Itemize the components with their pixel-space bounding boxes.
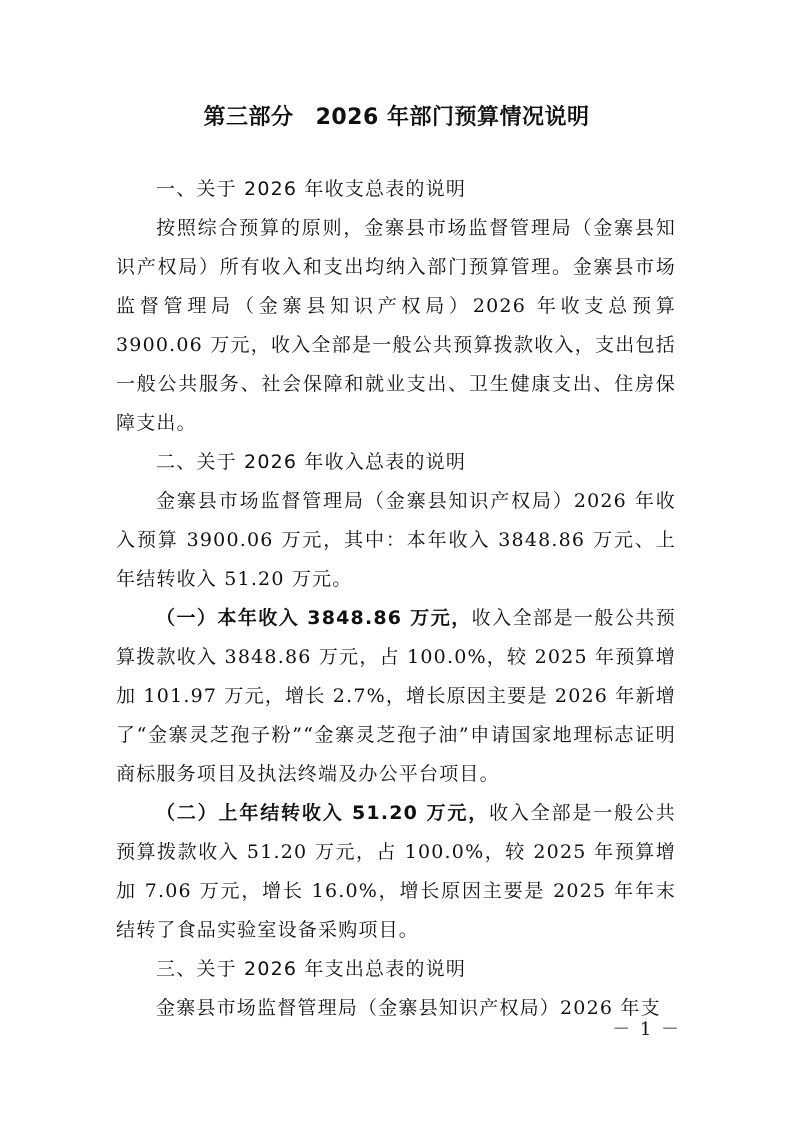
section-2-item-2	[116, 794, 676, 950]
section-1-paragraph: 按照综合预算的原则，金寨县市场监督管理局（金寨县知识产权局）所有收入和支出均纳入部门预算管理。金寨县市场监督管理局（金寨县知识产权局）2026 年收支总预算 3900.06 万元，收入全部是一般公共预算拨款收入，支出包括一般公共服务、社会保障和就业支出、卫生健康支出、住房保障支出。	[116, 217, 676, 434]
title-main: 2026 年部门预算情况说明	[315, 105, 590, 130]
item-1-lead: （一）本年收入 3848.86 万元，	[156, 607, 472, 629]
section-2-heading: 二、关于 2026 年收入总表的说明	[156, 451, 467, 473]
item-2-lead: （二）上年结转收入 51.20 万元，	[156, 802, 490, 824]
item-1-text: 收入全部是一般公共预算拨款收入 3848.86 万元，占 100.0%，较 2025 年预算增加 101.97 万元，增长 2.7%，增长原因主要是 2026 年新增了“金寨灵芝孢子粉”“金寨灵芝孢子油”申请国家地理标志证明商标服务项目及执法终端及办公平台项目。	[116, 607, 676, 785]
section-1-heading: 一、关于 2026 年收支总表的说明	[156, 178, 467, 200]
section-2-item-1	[116, 599, 676, 794]
document-body	[116, 170, 676, 1028]
section-3-heading: 三、关于 2026 年支出总表的说明	[156, 958, 467, 980]
page-number: － 1 －	[612, 1019, 681, 1040]
title-part: 第三部分	[203, 105, 294, 130]
item-2-text: 收入全部是一般公共预算拨款收入 51.20 万元，占 100.0%，较 2025 年预算增加 7.06 万元，增长 16.0%，增长原因主要是 2025 年年末结转了食品实验室设备采购项目。	[116, 802, 676, 941]
section-3-paragraph: 金寨县市场监督管理局（金寨县知识产权局）2026 年支	[156, 997, 661, 1019]
page-title	[0, 101, 793, 135]
section-2-paragraph: 金寨县市场监督管理局（金寨县知识产权局）2026 年收入预算 3900.06 万元，其中：本年收入 3848.86 万元、上年结转收入 51.20 万元。	[116, 490, 676, 590]
